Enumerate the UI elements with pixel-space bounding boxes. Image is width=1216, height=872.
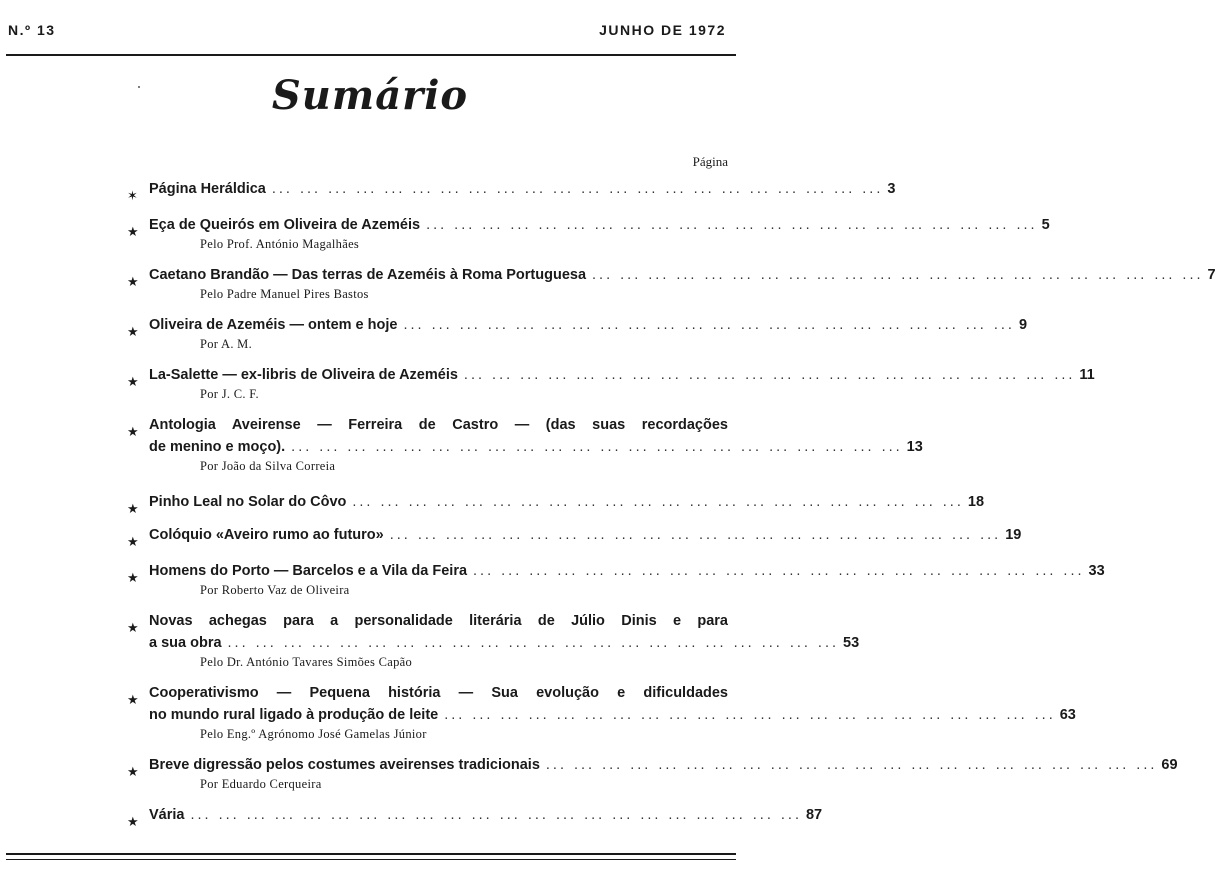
toc-entry-title (149, 682, 1076, 726)
star-bullet-icon: ★ (127, 764, 139, 779)
page-column-label: Página (692, 154, 728, 169)
toc-entry-author: Por J. C. F. (200, 387, 259, 401)
toc-entry-title-line: Página Heráldica (149, 181, 266, 197)
toc-page-number: 33 (1088, 563, 1105, 579)
toc-entry-title-line: no mundo rural ligado à produção de leite (149, 707, 439, 723)
toc-entry-author: Pelo Dr. António Tavares Simões Capão (200, 655, 413, 669)
toc-entry-title (149, 560, 1105, 582)
toc-entry-title-line: Breve digressão pelos costumes aveirenses tradicionais (149, 757, 540, 773)
toc-entry-title-line: de menino e moço). (149, 439, 286, 455)
issue-date: JUNHO DE 1972 (599, 22, 726, 38)
bottom-rule-thick (6, 853, 736, 855)
top-rule (6, 54, 736, 56)
toc-entry (127, 314, 1028, 353)
toc-entry-author: Pelo Prof. António Magalhães (200, 237, 360, 251)
toc-entry-title (149, 610, 860, 654)
dot-leader: ... ... ... ... ... ... ... ... ... ... ... ... ... ... ... ... ... ... ... ... ... ... (403, 317, 1015, 333)
toc-entry-title-line: Caetano Brandão — Das terras de Azeméis à Roma Portuguesa (149, 267, 587, 283)
toc-entry-title-line: Oliveira de Azeméis — ontem e hoje (149, 317, 398, 333)
dot-leader: ... ... ... ... ... ... ... ... ... ... ... ... ... ... ... ... ... ... ... ... ... ... (271, 181, 884, 197)
toc-entry (127, 524, 1022, 549)
toc-entry (127, 178, 896, 203)
toc-entry-title (149, 178, 896, 200)
page-header (8, 22, 726, 38)
toc-entry (127, 682, 1076, 743)
dot-leader: ... ... ... ... ... ... ... ... ... ... ... ... ... ... ... ... ... ... ... ... ... ... (389, 527, 1002, 543)
issue-number: N.º 13 (8, 22, 56, 38)
star-bullet-icon: ✶ (127, 188, 138, 203)
toc-entry-author: Pelo Padre Manuel Pires Bastos (200, 287, 369, 301)
star-bullet-icon: ★ (127, 374, 139, 389)
toc-page-number: 63 (1059, 707, 1076, 723)
toc-entry-title (149, 804, 823, 826)
toc-entry (127, 364, 1095, 403)
dot-leader: ... ... ... ... ... ... ... ... ... ... ... ... ... ... ... ... ... ... ... ... ... ... (426, 217, 1038, 233)
dot-leader: ... ... ... ... ... ... ... ... ... ... ... ... ... ... ... ... ... ... ... ... ... ... (227, 635, 840, 651)
toc-entry-title (149, 491, 985, 513)
toc-entry-author: Por A. M. (200, 337, 253, 351)
toc-entry-title-line: Colóquio «Aveiro rumo ao futuro» (149, 527, 384, 543)
page-title: Sumário (271, 72, 469, 119)
toc-entry (127, 214, 1050, 253)
toc-entry-title-line: La-Salette — ex-libris de Oliveira de Azeméis (149, 367, 458, 383)
toc-page-number: 18 (967, 494, 985, 510)
dot-leader: ... ... ... ... ... ... ... ... ... ... ... ... ... ... ... ... ... ... ... ... ... ... (463, 367, 1076, 383)
star-bullet-icon: ★ (127, 324, 139, 339)
bottom-rule-thin (6, 859, 736, 860)
toc-entry-author: Pelo Eng.º Agrónomo José Gamelas Júnior (200, 727, 427, 741)
toc-page-number: 69 (1161, 757, 1178, 773)
toc-entry-author: Por Roberto Vaz de Oliveira (200, 583, 350, 597)
dot-leader: ... ... ... ... ... ... ... ... ... ... ... ... ... ... ... ... ... ... ... ... ... ... (444, 707, 1056, 723)
star-bullet-icon: ★ (127, 620, 139, 635)
star-bullet-icon: ★ (127, 814, 139, 829)
toc-entry-title (149, 364, 1095, 386)
toc-page-number: 13 (906, 439, 923, 455)
star-bullet-icon: ★ (127, 692, 139, 707)
star-bullet-icon: ★ (127, 424, 139, 439)
star-bullet-icon: ★ (127, 501, 139, 516)
toc-entry-title-line: Antologia Aveirense — Ferreira de Castro — (das suas recordações (149, 417, 728, 433)
toc-entry-author: Por Eduardo Cerqueira (200, 777, 322, 791)
toc-entry-title-line: Vária (149, 807, 185, 823)
toc-entry (127, 491, 985, 516)
star-bullet-icon: ★ (127, 224, 139, 239)
toc-entry (127, 754, 1178, 793)
toc-entry-title-line: Novas achegas para a personalidade literária de Júlio Dinis e para (149, 613, 728, 629)
toc-entry-title-line: a sua obra (149, 635, 222, 651)
toc-entry (127, 610, 860, 671)
toc-entry-title-line: Homens do Porto — Barcelos e a Vila da Feira (149, 563, 468, 579)
toc-page-number: 7 (1207, 267, 1216, 283)
dot-leader: ... ... ... ... ... ... ... ... ... ... ... ... ... ... ... ... ... ... ... ... ... ... (545, 757, 1158, 773)
toc-entry-title (149, 414, 923, 458)
toc-page-number: 87 (805, 807, 823, 823)
toc-entry-title-line: Eça de Queirós em Oliveira de Azeméis (149, 217, 421, 233)
toc-entry-title (149, 524, 1022, 546)
toc-entry-title (149, 264, 1216, 286)
dot-leader: ... ... ... ... ... ... ... ... ... ... ... ... ... ... ... ... ... ... ... ... ... ... (473, 563, 1085, 579)
toc-entry-title-line: Pinho Leal no Solar do Côvo (149, 494, 347, 510)
dot-leader: ... ... ... ... ... ... ... ... ... ... ... ... ... ... ... ... ... ... ... ... ... ... (592, 267, 1204, 283)
toc-page-number: 19 (1005, 527, 1022, 543)
toc-entry (127, 560, 1105, 599)
toc-entry-title (149, 754, 1178, 776)
toc-entry (127, 804, 823, 829)
toc-page-number: 9 (1018, 317, 1028, 333)
toc-page-number: 5 (1041, 217, 1050, 233)
toc-entry-author: Por João da Silva Correia (200, 459, 336, 473)
dot-leader: ... ... ... ... ... ... ... ... ... ... ... ... ... ... ... ... ... ... ... ... ... ... (352, 494, 964, 510)
toc-entry-title (149, 214, 1050, 236)
star-bullet-icon: ★ (127, 570, 139, 585)
dot-leader: ... ... ... ... ... ... ... ... ... ... ... ... ... ... ... ... ... ... ... ... ... ... (291, 439, 903, 455)
toc-entry-title (149, 314, 1028, 336)
toc-entry-title-line: Cooperativismo — Pequena história — Sua evolução e dificuldades (149, 685, 728, 701)
dot-leader: ... ... ... ... ... ... ... ... ... ... ... ... ... ... ... ... ... ... ... ... ... ... (190, 807, 802, 823)
toc-page-number: 3 (887, 181, 896, 197)
star-bullet-icon: ★ (127, 274, 139, 289)
toc-page-number: 11 (1079, 367, 1095, 383)
toc-entry (127, 414, 923, 475)
star-bullet-icon: ★ (127, 534, 139, 549)
toc-entry (127, 264, 1216, 303)
toc-page-number: 53 (843, 635, 860, 651)
